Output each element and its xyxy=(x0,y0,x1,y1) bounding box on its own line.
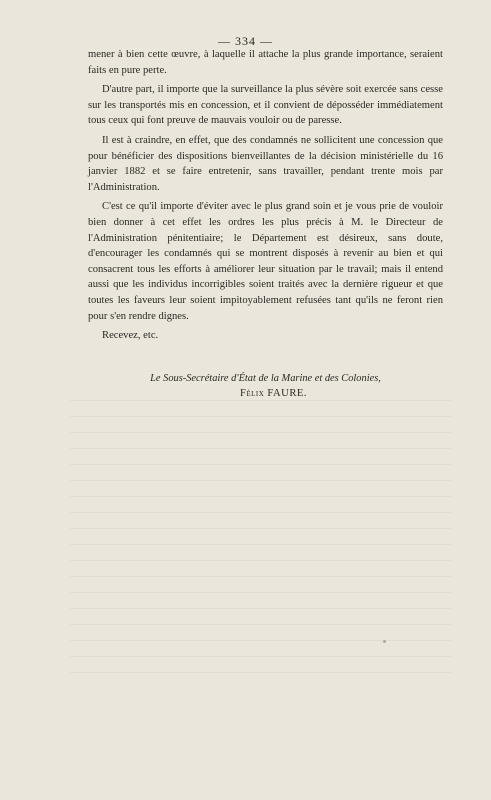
paper-speck xyxy=(383,640,386,643)
page-number: — 334 — xyxy=(218,34,273,48)
paragraph-continuation: mener à bien cette œuvre, à laquelle il attache la plus grande importance, seraient faits en pure perte. xyxy=(88,49,443,76)
show-through-texture xyxy=(70,400,451,680)
paragraph-concession: Il est à craindre, en effet, que des condamnés ne sollicitent une concession que pour bénéficier des dispositions bienveillantes de la décision ministérielle du 16 janvier 1882 et se faire entretenir, sans travailler, pendant trente mois par l'Administration. xyxy=(88,134,443,193)
closing-formula: Recevez, etc. xyxy=(102,330,159,342)
signatory-title: Le Sous-Secrétaire d'État de la Marine et des Colonies, xyxy=(150,373,381,384)
paragraph-surveillance: D'autre part, il importe que la surveillance la plus sévère soit exercée sans cesse sur les transportés mis en concession, et il convient de déposséder immédiatement tous ceux qui font preuve de mauvais vouloir ou de paresse. xyxy=(88,84,443,127)
signatory-name: Félix FAURE. xyxy=(239,388,308,399)
paragraph-instructions: C'est ce qu'il importe d'éviter avec le plus grand soin et je vous prie de vouloir bien donner à cet effet les ordres les plus précis à M. le Directeur de l'Administration pénitentiaire; le Département est désireux, sans doute, d'encourager les condamnés qui se montrent disposés à revenir au bien et qui consacrent tous les efforts à améliorer leur situation par le travail; mais il entend aussi que les individus incorrigibles soient traités avec la dernière rigueur et que toutes les faveurs leur soient impitoyablement refusées tant qu'ils ne feront rien pour s'en rendre dignes. xyxy=(88,201,443,322)
letter-body xyxy=(88,47,443,348)
